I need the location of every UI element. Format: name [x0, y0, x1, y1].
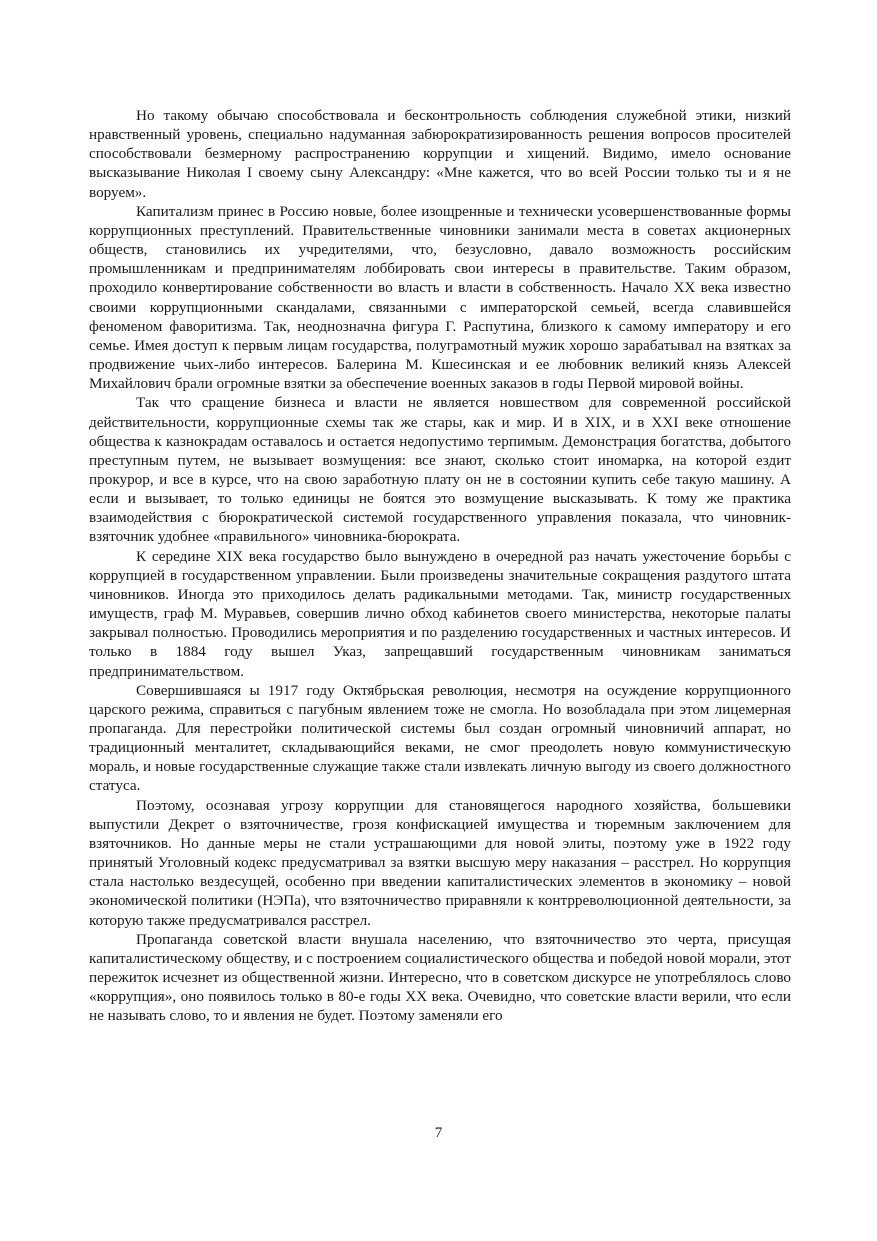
paragraph-3: Так что сращение бизнеса и власти не является новшеством для современной российской действительности, коррупционные схемы так же стары, как и мир. И в XIX, и в XXI веке отношение общества к казнокрадам оставалось и остается недопустимо терпимым. Демонстрация богатства, добытого преступным путем, не вызывает возмущения: все знают, сколько стоит иномарка, на которой ездит прокурор, и все в курсе, что на свою заработную плату он не в состоянии купить себе такую машину. А если и вызывает, то только единицы не боятся это возмущение высказывать. К тому же практика взаимодействия с бюрократической системой государственного управления показала, что чиновник-взяточник удобнее «правильного» чиновника-бюрократа. — [89, 394, 791, 546]
paragraph-1: Но такому обычаю способствовала и бесконтрольность соблюдения служебной этики, низкий нравственный уровень, специально надуманная забюрократизированность решения вопросов просителей способствовали безмерному распространению коррупции и хищений. Видимо, имело основание высказывание Николая I своему сыну Александру: «Мне кажется, что во всей России только ты и я не воруем». — [89, 107, 791, 201]
paragraph-7: Пропаганда советской власти внушала населению, что взяточничество это черта, присущая капиталистическому обществу, и с построением социалистического общества и победой новой морали, этот пережиток исчезнет из общественной жизни. Интересно, что в советском дискурсе не употреблялось слово «коррупция», оно появилось только в 80-е годы XX века. Очевидно, что советские власти верили, что если не называть слово, то и явления не будет. Поэтому заменяли его — [89, 930, 791, 1025]
body-text — [89, 106, 791, 1026]
paragraph-2: Капитализм принес в Россию новые, более изощренные и технически усовершенствованные формы коррупционных преступлений. Правительственные чиновники занимали места в советах акционерных обществ, становились их учредителями, что, безусловно, давало возможность российским промышленникам и предпринимателям лоббировать свои интересы в правительстве. Таким образом, проходило конвертирование собственности во власть и власти в собственность. Начало XX века известно своими коррупционными скандалами, связанными с императорской семьей, всегда славившейся феноменом фаворитизма. Так, неоднозначна фигура Г. Распутина, близкого к самому императору и его семье. Имея доступ к первым лицам государства, полуграмотный мужик хорошо зарабатывал на взятках за продвижение чьих-либо интересов. Балерина М. Кшесинская и ее любовник великий князь Алексей Михайлович брали огромные взятки за обеспечение военных заказов в годы Первой мировой войны. — [89, 202, 791, 393]
paragraph-6: Поэтому, осознавая угрозу коррупции для становящегося народного хозяйства, большевики выпустили Декрет о взяточничестве, грозя конфискацией имущества и тюремным заключением для взяточников. Но данные меры не стали устрашающими для новой элиты, поэтому уже в 1922 году принятый Уголовный кодекс предусматривал за взятки высшую меру наказания – расстрел. Но коррупция стала настолько вездесущей, особенно при введении капиталистических элементов в экономику – новой экономической политики (НЭПа), что взяточничество приравняли к контрреволюционной деятельности, за которую также предусматривался расстрел. — [89, 796, 791, 929]
paragraph-4: К середине XIX века государство было вынуждено в очередной раз начать ужесточение борьбы с коррупцией в государственном управлении. Были произведены значительные сокращения раздутого штата чиновников. Иногда это приходилось делать радикальными методами. Так, министр государственных имуществ, граф М. Муравьев, совершив лично обход кабинетов своего министерства, некоторые палаты закрывал полностью. Проводились мероприятия и по разделению государственных и частных интересов. И только в 1884 году вышел Указ, запрещавший государственным чиновникам заниматься предпринимательством. — [89, 547, 791, 680]
paragraph-5: Совершившаяся ы 1917 году Октябрьская революция, несмотря на осуждение коррупционного царского режима, справиться с пагубным явлением тоже не смогла. Но возобладала при этом лицемерная пропаганда. Для перестройки политической системы был создан огромный чиновничий аппарат, но традиционный менталитет, складывающийся веками, не смог преодолеть новую коммунистическую мораль, и новые государственные служащие также стали извлекать личную выгоду из своего должностного статуса. — [89, 681, 791, 795]
page-number: 7 — [434, 1124, 443, 1141]
